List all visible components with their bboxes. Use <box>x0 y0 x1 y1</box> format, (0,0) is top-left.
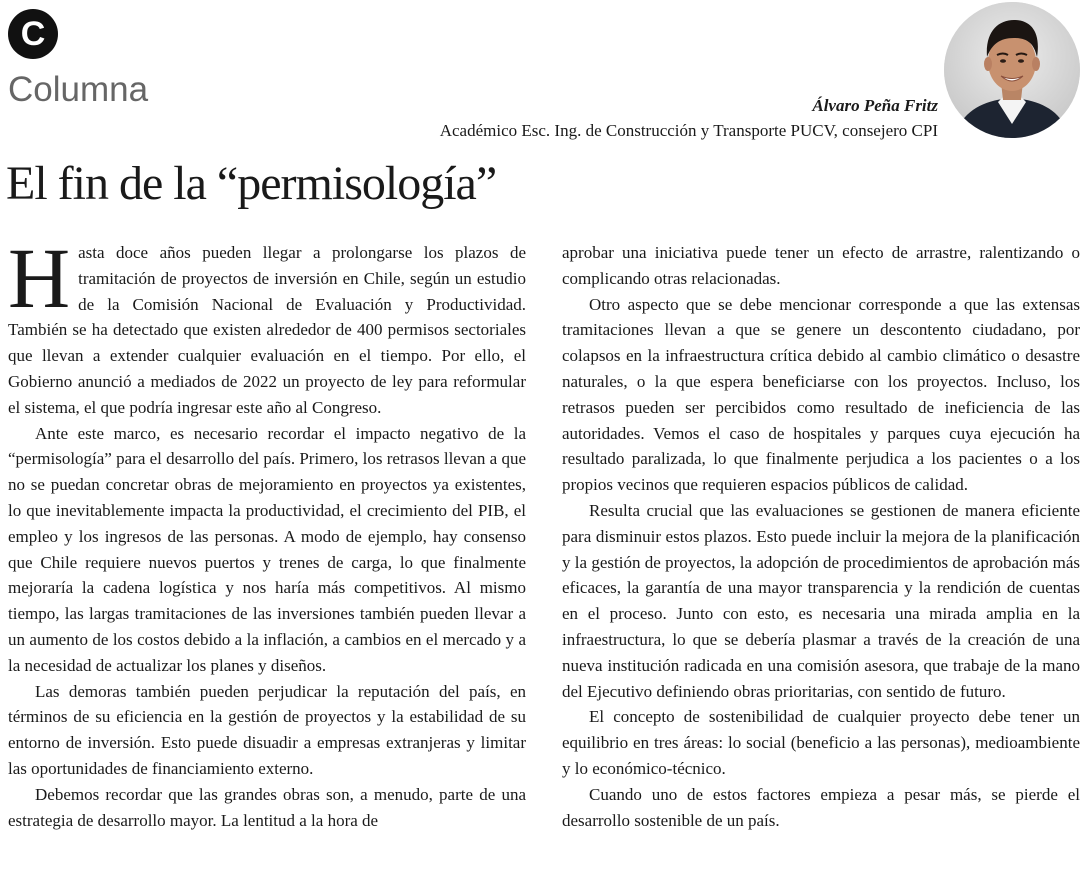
author-role: Académico Esc. Ing. de Construcción y Transporte PUCV, consejero CPI <box>439 121 938 140</box>
author-photo <box>944 2 1080 138</box>
article-paragraph: aprobar una iniciativa puede tener un efecto de arrastre, ralentizando o complicando otras relacionadas. <box>562 243 1080 288</box>
section-label: Columna <box>8 70 149 109</box>
article-paragraph: Otro aspecto que se debe mencionar corresponde a que las extensas tramitaciones llevan a que se genere un descontento ciudadano, por colapsos en la infraestructura crítica debido al cambio climático o desastre naturales, o la que espera beneficiarse con los proyectos. Incluso, los retrasos pueden ser percibidos como resultado de ineficiencia de las autoridades. Vemos el caso de hospitales y parques cuya ejecución ha resultado paralizada, lo que finalmente perjudica a los pacientes o a los propios vecinos que requieren espacios públicos de calidad. <box>562 294 1080 495</box>
drop-cap: H <box>8 230 71 326</box>
article-paragraph: Debemos recordar que las grandes obras son, a menudo, parte de una estrategia de desarrollo mayor. La lentitud a la hora de <box>8 784 526 830</box>
article-paragraph: Las demoras también pueden perjudicar la reputación del país, en términos de su eficiencia en la gestión de proyectos y la estabilidad de su entorno de inversión. Esto puede disuadir a empresas extranjeras y limitar las oportunidades de financiamiento externo. <box>8 681 526 778</box>
article-paragraph: Hasta doce años pueden llegar a prolongarse los plazos de tramitación de proyectos de inversión en Chile, según un estudio de la Comisión Nacional de Evaluación y Productividad. También se ha detectado que existen alrededor de 400 permisos sectoriales que llevan a extender cualquier evaluación en el tiempo. Por ello, el Gobierno anunció a mediados de 2022 un proyecto de ley para reformular el sistema, el que podría ingresar este año al Congreso. <box>8 230 526 417</box>
author-name: Álvaro Peña Fritz <box>812 96 938 115</box>
author-portrait-icon <box>944 2 1080 138</box>
article-column-right <box>562 240 1080 833</box>
article-paragraph: Cuando uno de estos factores empieza a pesar más, se pierde el desarrollo sostenible de un país. <box>562 784 1080 830</box>
article-column-left <box>8 230 526 833</box>
article-title: El fin de la “permisología” <box>6 157 497 210</box>
article-paragraph: Ante este marco, es necesario recordar el impacto negativo de la “permisología” para el desarrollo del país. Primero, los retrasos llevan a que no se puedan concretar obras de mejoramiento en proyectos ya existentes, lo que inevitablemente impacta la productividad, el crecimiento del PIB, el empleo y los ingresos de las personas. A modo de ejemplo, hay consenso que Chile requiere nuevos puertos y trenes de carga, lo que finalmente mejoraría la cadena logística y nos haría más competitivos. Al mismo tiempo, las largas tramitaciones de las inversiones también pueden llevar a un aumento de los costos debido a la inflación, a cambios en el mercado y a la necesidad de actualizar los planes y diseños. <box>8 423 526 675</box>
article-paragraph: El concepto de sostenibilidad de cualquier proyecto debe tener un equilibrio en tres áreas: lo social (beneficio a las personas), medioambiente y lo económico-técnico. <box>562 707 1080 778</box>
article-paragraph: Resulta crucial que las evaluaciones se gestionen de manera eficiente para disminuir estos plazos. Esto puede incluir la mejora de la planificación y la gestión de proyectos, la adopción de procedimientos de aprobación más eficaces, la garantía de una mayor transparencia y la rendición de cuentas en el proceso. Junto con esto, es necesaria una mirada amplia en la infraestructura, lo que se debería plasmar a través de la creación de una nueva institución radicada en una comisión asesora, que trabaje de la mano del Ejecutivo definiendo obras prioritarias, con sentido de futuro. <box>562 500 1080 701</box>
column-badge: C <box>8 9 58 59</box>
